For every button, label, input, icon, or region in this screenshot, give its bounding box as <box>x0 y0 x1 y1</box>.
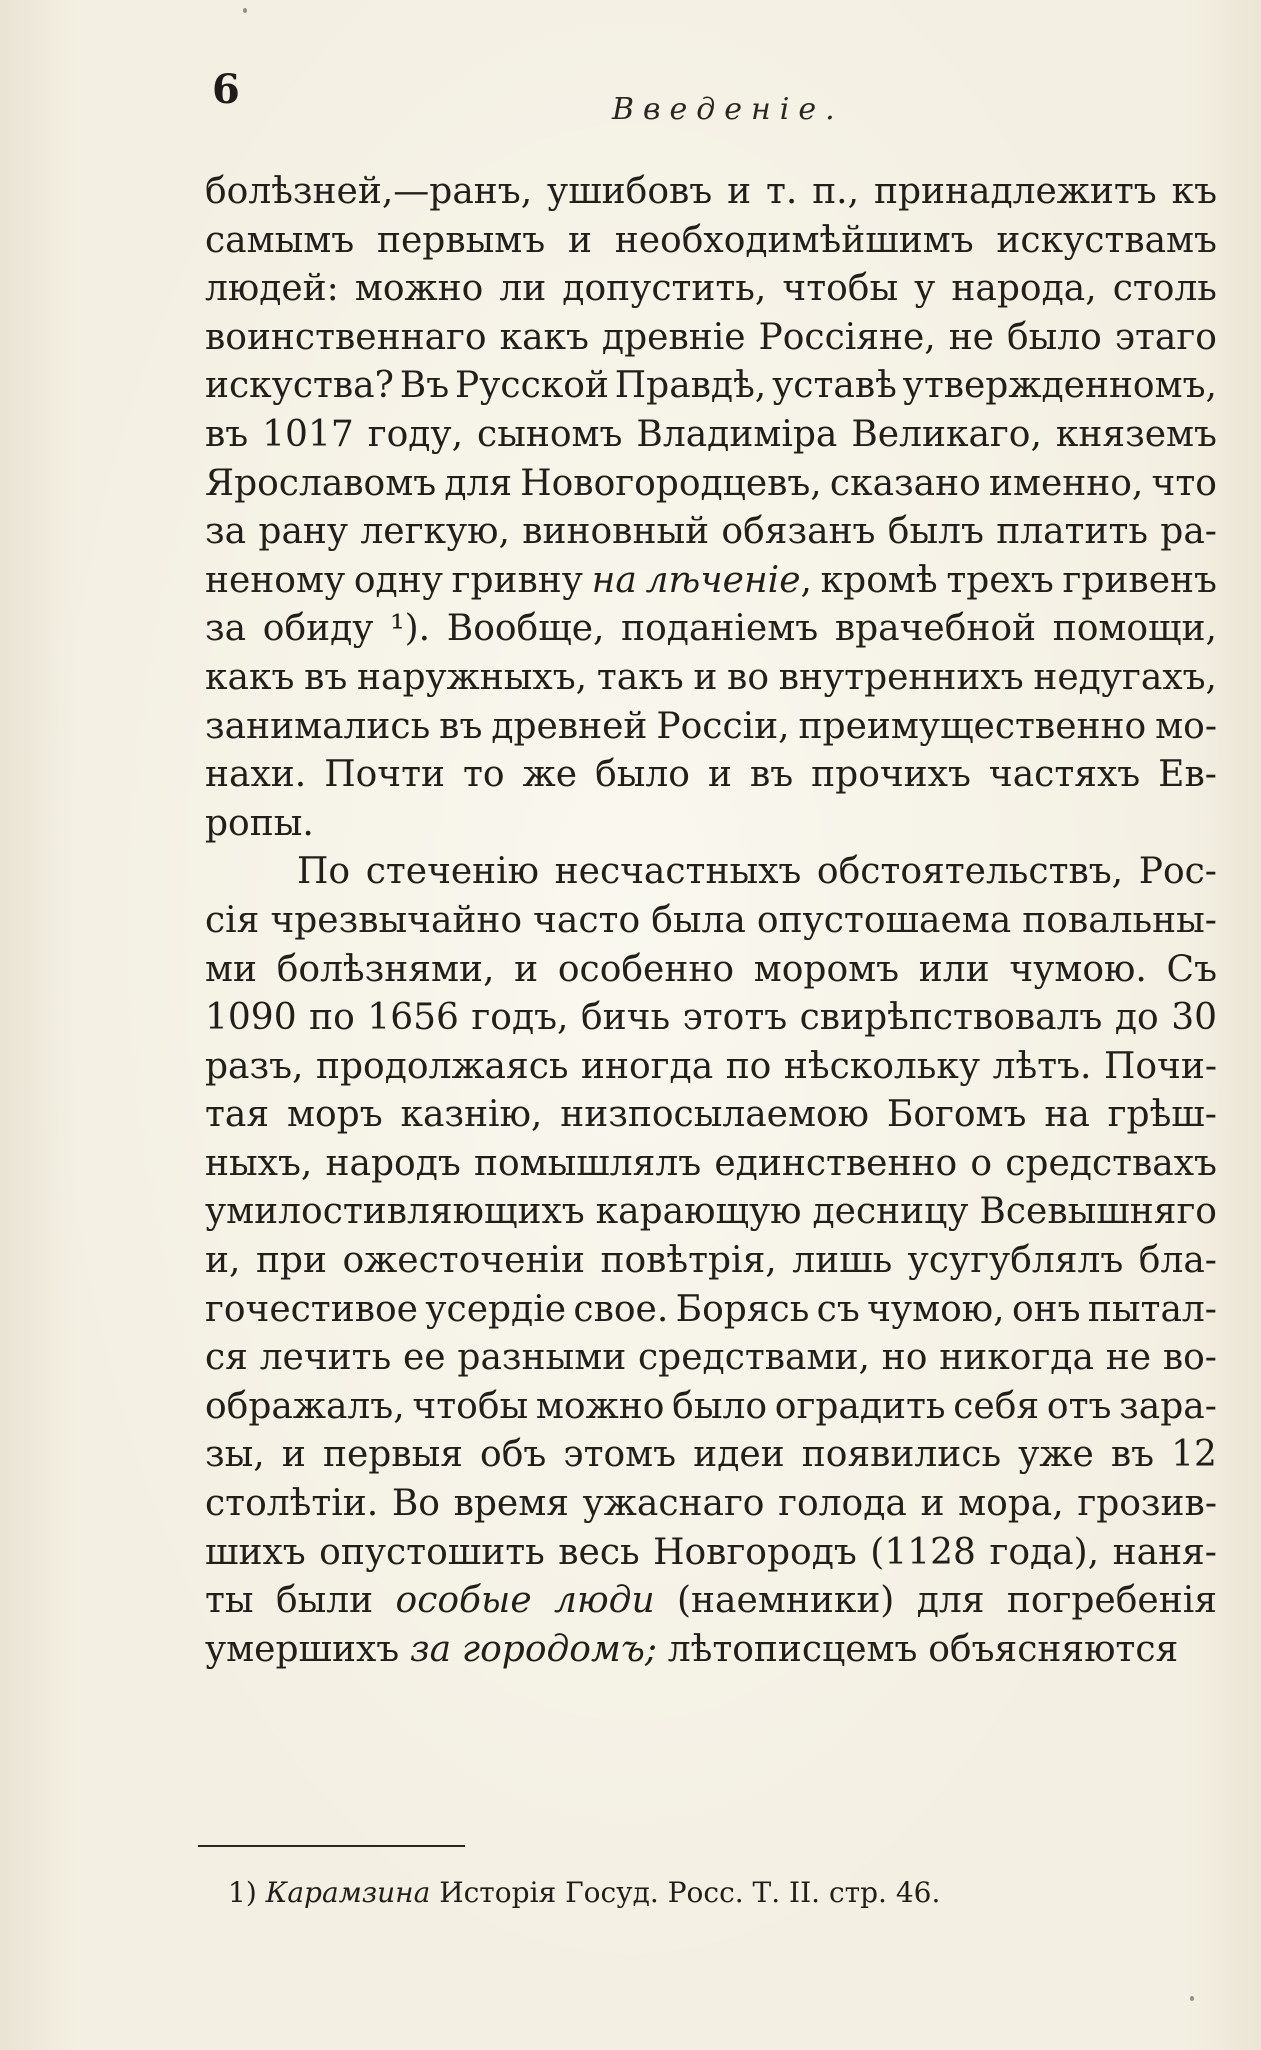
text-line: умилостивляющихъ карающую десницу Всевышняго <box>205 1191 1217 1233</box>
text-line: за рану легкую, виновный обязанъ былъ платить ра- <box>205 511 1217 553</box>
text-line: искуства? Въ Русской Правдѣ, уставѣ утвержденномъ, <box>205 365 1217 407</box>
text-line: ми болѣзнями, и особенно моромъ или чумою. Съ <box>205 948 1217 990</box>
text-line: людей: можно ли допустить, чтобы у народа, столь <box>205 268 1217 310</box>
text-line: за обиду ¹). Вообще, поданіемъ врачебной помощи, <box>205 608 1217 650</box>
text-line: ропы. <box>205 802 314 844</box>
text-line: гочестивое усердіе свое. Борясь съ чумою, онъ пытал- <box>205 1288 1217 1330</box>
text-line: ты были особые люди (наемники) для погребенія <box>205 1580 1217 1622</box>
text-line: занимались въ древней Россіи, преимущественно мо- <box>205 705 1217 747</box>
text-line: Ярославомъ для Новогородцевъ, сказано именно, что <box>205 462 1217 504</box>
text-line: зы, и первыя объ этомъ идеи появились уже въ 12 <box>205 1434 1217 1476</box>
text-line: ображалъ, чтобы можно было оградить себя отъ зара- <box>205 1385 1217 1427</box>
text-line: 1090 по 1656 годъ, бичь этотъ свирѣпствовалъ до 30 <box>205 997 1217 1039</box>
ink-speck <box>243 8 247 13</box>
text-line: болѣзней,—ранъ, ушибовъ и т. п., принадлежитъ къ <box>205 171 1217 212</box>
text-line: и, при ожесточеніи повѣтрія, лишь усугублялъ бла- <box>205 1240 1217 1282</box>
ink-speck <box>1190 1996 1194 2001</box>
paragraph <box>205 168 1217 848</box>
running-head: Введеніе. <box>612 92 844 127</box>
footnote-divider <box>198 1845 465 1847</box>
text-line: тая моръ казнію, низпосылаемою Богомъ на грѣш- <box>205 1094 1217 1136</box>
text-line: столѣтіи. Во время ужаснаго голода и мора, грозив- <box>205 1483 1217 1525</box>
footnote <box>228 1876 940 1909</box>
text-line: какъ въ наружныхъ, такъ и во внутреннихъ недугахъ, <box>205 656 1217 698</box>
text-line: По стеченію несчастныхъ обстоятельствъ, Рос- <box>297 851 1217 893</box>
text-line: въ 1017 году, сыномъ Владиміра Великаго, княземъ <box>205 413 1217 455</box>
footnote-text: Исторія Госуд. Росс. Т. II. стр. 46. <box>439 1876 941 1909</box>
text-line: нахи. Почти то же было и въ прочихъ частяхъ Ев- <box>205 754 1217 796</box>
page-number: 6 <box>212 66 240 113</box>
text-line: разъ, продолжаясь иногда по нѣскольку лѣтъ. Почи- <box>205 1045 1217 1087</box>
text-line: ся лечить ее разными средствами, но никогда не во- <box>205 1337 1217 1379</box>
text-line: шихъ опустошить весь Новгородъ (1128 года), наня- <box>205 1531 1217 1573</box>
paragraph <box>205 848 1217 1674</box>
text-line: воинственнаго какъ древніе Россіяне, не было этаго <box>205 316 1217 358</box>
text-line: неному одну гривну на лѣченіе, кромѣ трехъ гривенъ <box>205 559 1217 601</box>
text-line: сія чрезвычайно часто была опустошаема повальны- <box>205 899 1217 941</box>
text-line: ныхъ, народъ помышлялъ единственно о средствахъ <box>205 1142 1217 1184</box>
text-line: самымъ первымъ и необходимѣйшимъ искуствамъ <box>205 219 1217 261</box>
footnote-author: Карамзина <box>265 1876 431 1909</box>
text-line: умершихъ за городомъ; лѣтописцемъ объясняются <box>205 1628 1179 1670</box>
footnote-marker: 1) <box>228 1876 257 1909</box>
body-text <box>205 168 1217 1674</box>
